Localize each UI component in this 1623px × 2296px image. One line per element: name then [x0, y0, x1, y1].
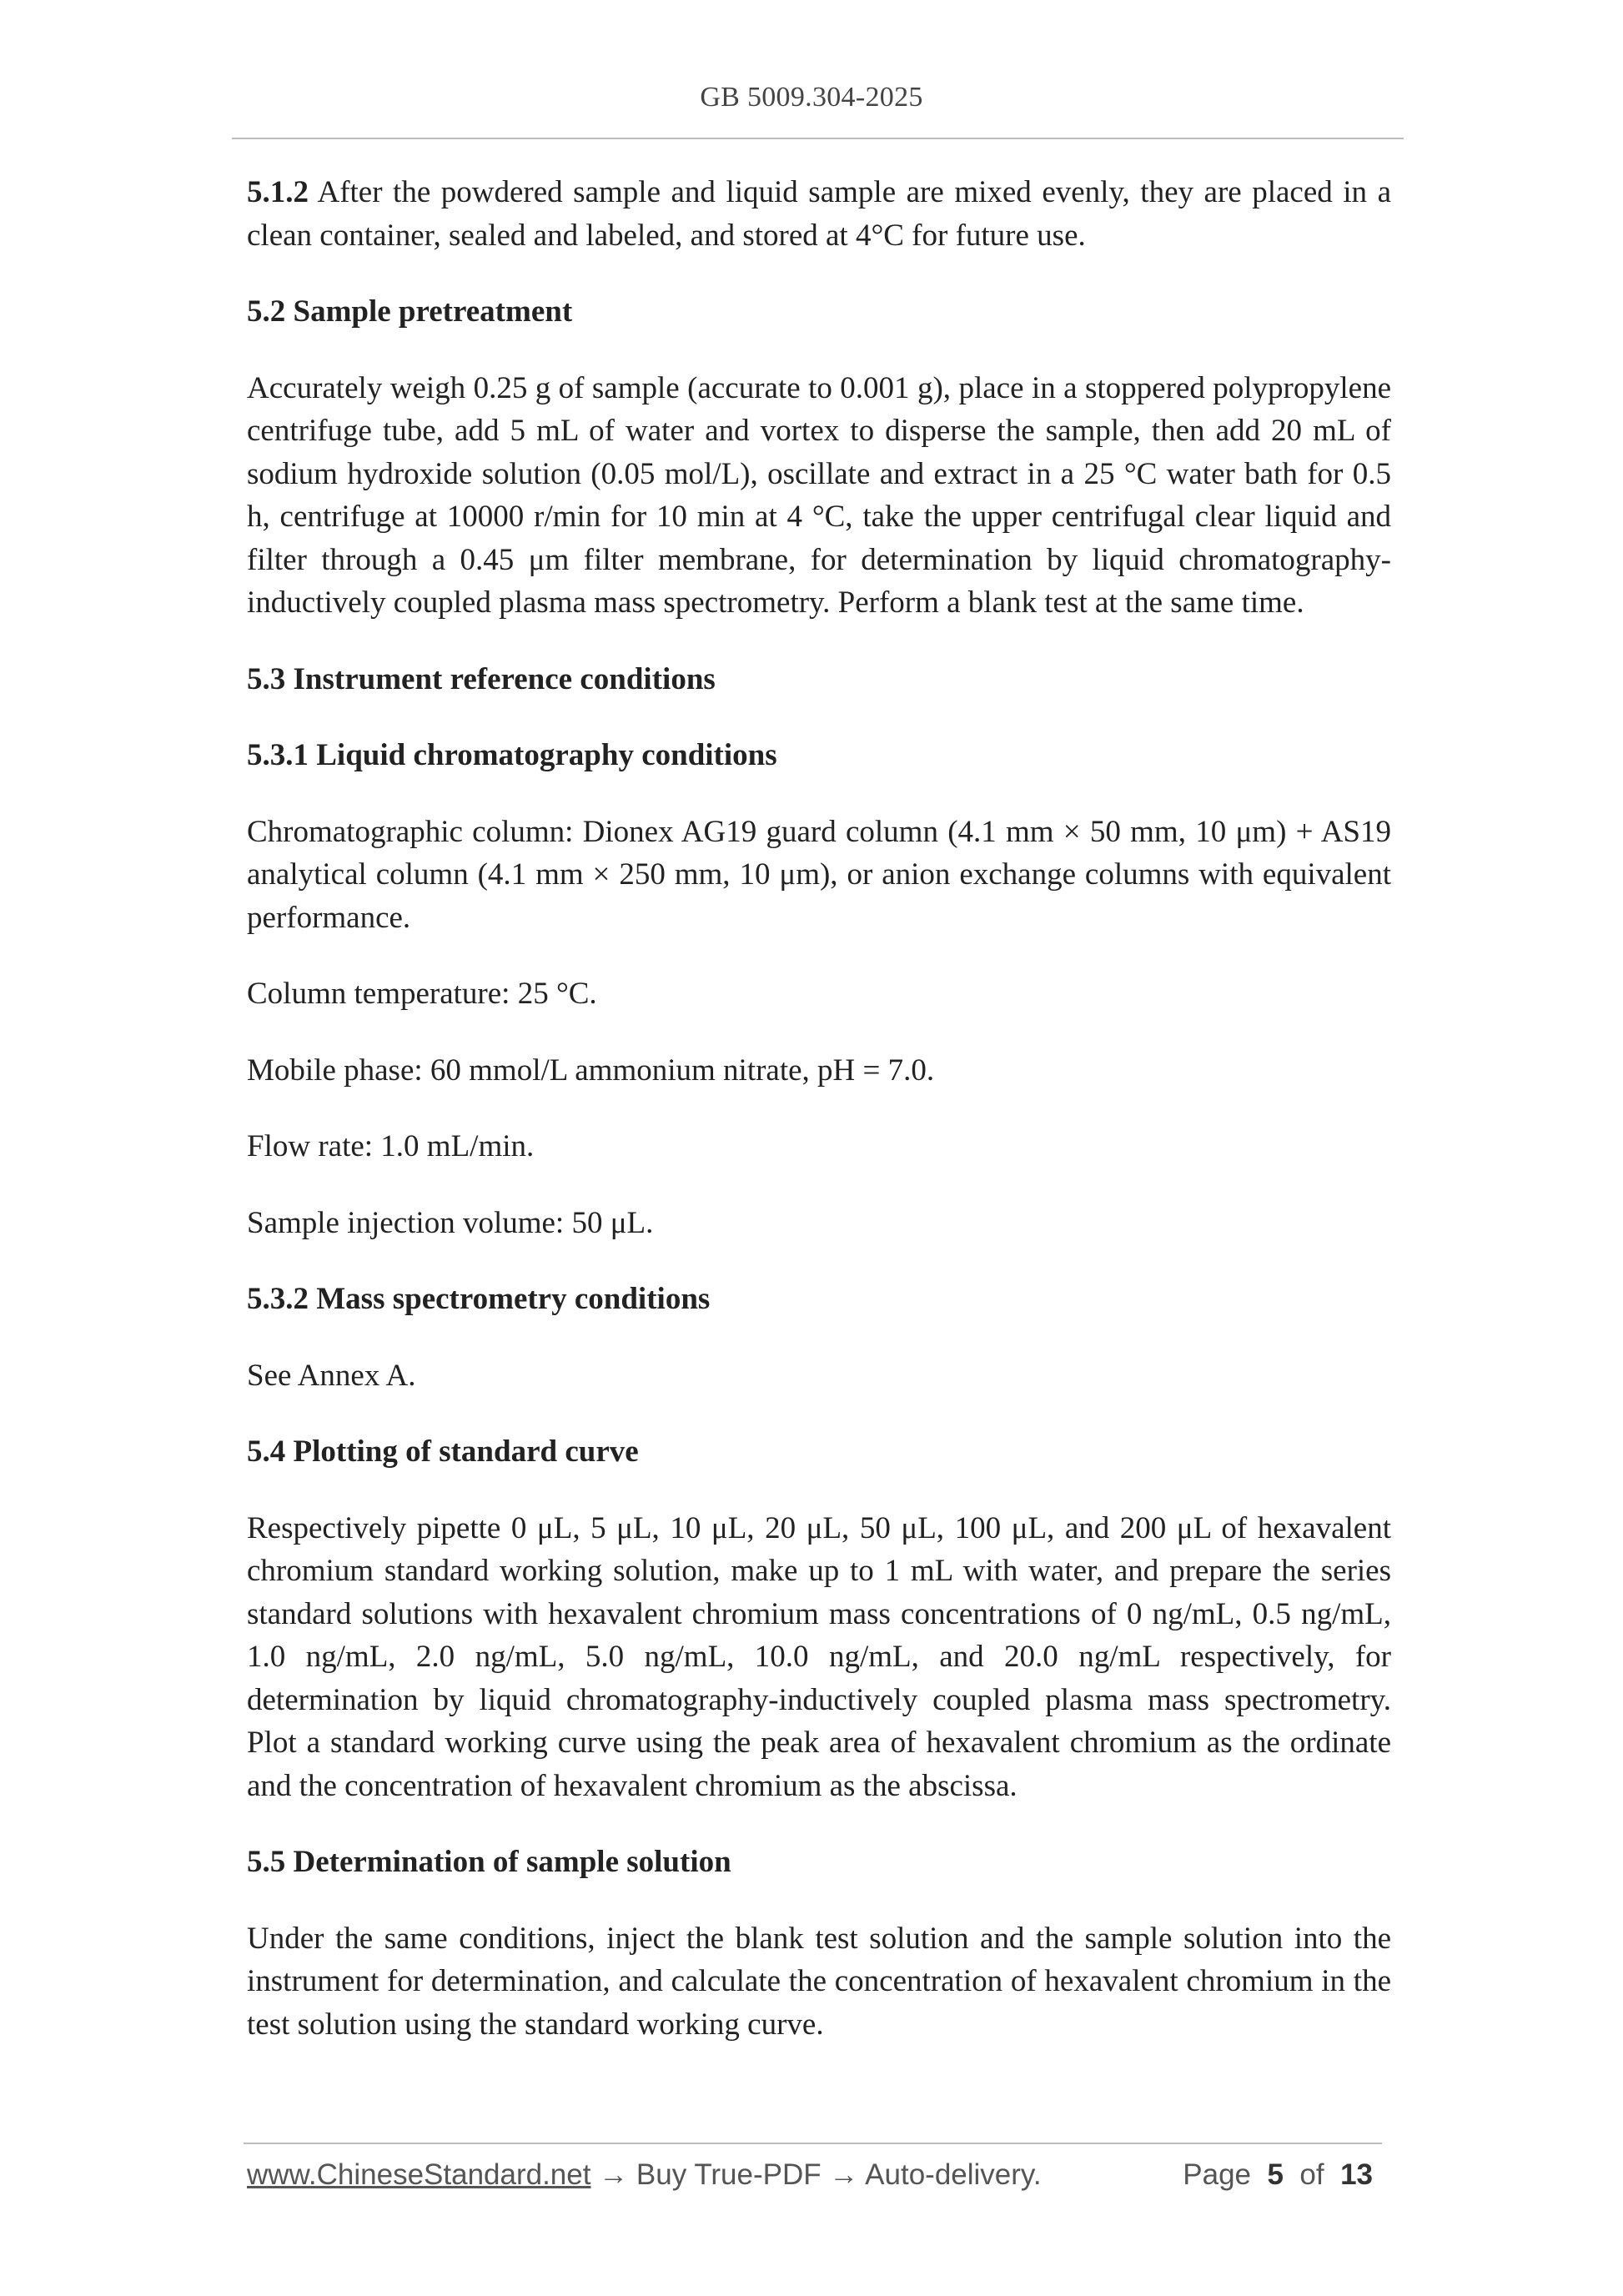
page-indicator [1183, 2158, 1373, 2192]
heading-5-5: 5.5 Determination of sample solution [247, 1845, 731, 1879]
page-total: 13 [1340, 2158, 1373, 2191]
paragraph-text: After the powdered sample and liquid sample are mixed evenly, they are placed in a clean container, sealed and labeled, and stored at 4°C for future use. [247, 175, 1391, 253]
paragraph-column-temperature: Column temperature: 25 °C. [247, 977, 597, 1011]
paragraph-5-4: Respectively pipette 0 μL, 5 μL, 10 μL, 20 μL, 50 μL, 100 μL, and 200 μL of hexavalent chromium standard working solution, make up to 1 mL with water, and prepare the series standard solutions with hexavalent chromium mass concentrations of 0 ng/mL, 0.5 ng/mL, 1.0 ng/mL, 2.0 ng/mL, 5.0 ng/mL, 10.0 ng/mL, and 20.0 ng/mL respectively, for determination by liquid chromatography-inductively coupled plasma mass spectrometry. Plot a standard working curve using the peak area of hexavalent chromium as the ordinate and the concentration of hexavalent chromium as the abscissa. [247, 1510, 1391, 1803]
paragraph-injection-volume: Sample injection volume: 50 μL. [247, 1205, 654, 1240]
paragraph-5-1-2 [247, 171, 1391, 257]
heading-5-4: 5.4 Plotting of standard curve [247, 1434, 639, 1469]
paragraph-5-5: Under the same conditions, inject the blank test solution and the sample solution into the instrument for determination, and calculate the concentration of hexavalent chromium in the test solution using the standard working curve. [247, 1921, 1391, 2042]
heading-5-3-2: 5.3.2 Mass spectrometry conditions [247, 1282, 711, 1316]
page-current: 5 [1267, 2158, 1284, 2191]
paragraph-mobile-phase: Mobile phase: 60 mmol/L ammonium nitrate, pH = 7.0. [247, 1053, 935, 1088]
footer-site-link[interactable]: www.ChineseStandard.net [247, 2158, 591, 2191]
page-label: Page [1183, 2158, 1252, 2191]
heading-5-2: 5.2 Sample pretreatment [247, 294, 573, 329]
header-divider [232, 138, 1404, 139]
footer-tagline: → Buy True-PDF → Auto-delivery. [590, 2158, 1042, 2191]
page-header-title: GB 5009.304-2025 [700, 82, 923, 113]
heading-5-3-1: 5.3.1 Liquid chromatography conditions [247, 738, 777, 772]
paragraph-flow-rate: Flow rate: 1.0 mL/min. [247, 1129, 535, 1163]
paragraph-5-2: Accurately weigh 0.25 g of sample (accurate to 0.001 g), place in a stoppered polypropylene centrifuge tube, add 5 mL of water and vortex to disperse the sample, then add 20 mL of sodium hydroxide solution (0.05 mol/L), oscillate and extract in a 25 °C water bath for 0.5 h, centrifuge at 10000 r/min for 10 min at 4 °C, take the upper centrifugal clear liquid and filter through a 0.45 μm filter membrane, for determination by liquid chromatography-inductively coupled plasma mass spectrometry. Perform a blank test at the same time. [247, 370, 1391, 620]
document-body [247, 171, 1391, 2079]
footer-promo [247, 2158, 1042, 2192]
paragraph-chromatographic-column: Chromatographic column: Dionex AG19 guard column (4.1 mm × 50 mm, 10 μm) + AS19 analytical column (4.1 mm × 250 mm, 10 μm), or anion exchange columns with equivalent performance. [247, 814, 1391, 935]
section-number: 5.1.2 [247, 175, 309, 209]
heading-5-3: 5.3 Instrument reference conditions [247, 661, 716, 696]
footer-divider [244, 2143, 1382, 2144]
paragraph-5-3-2: See Annex A. [247, 1358, 416, 1393]
page-of-label: of [1299, 2158, 1324, 2191]
